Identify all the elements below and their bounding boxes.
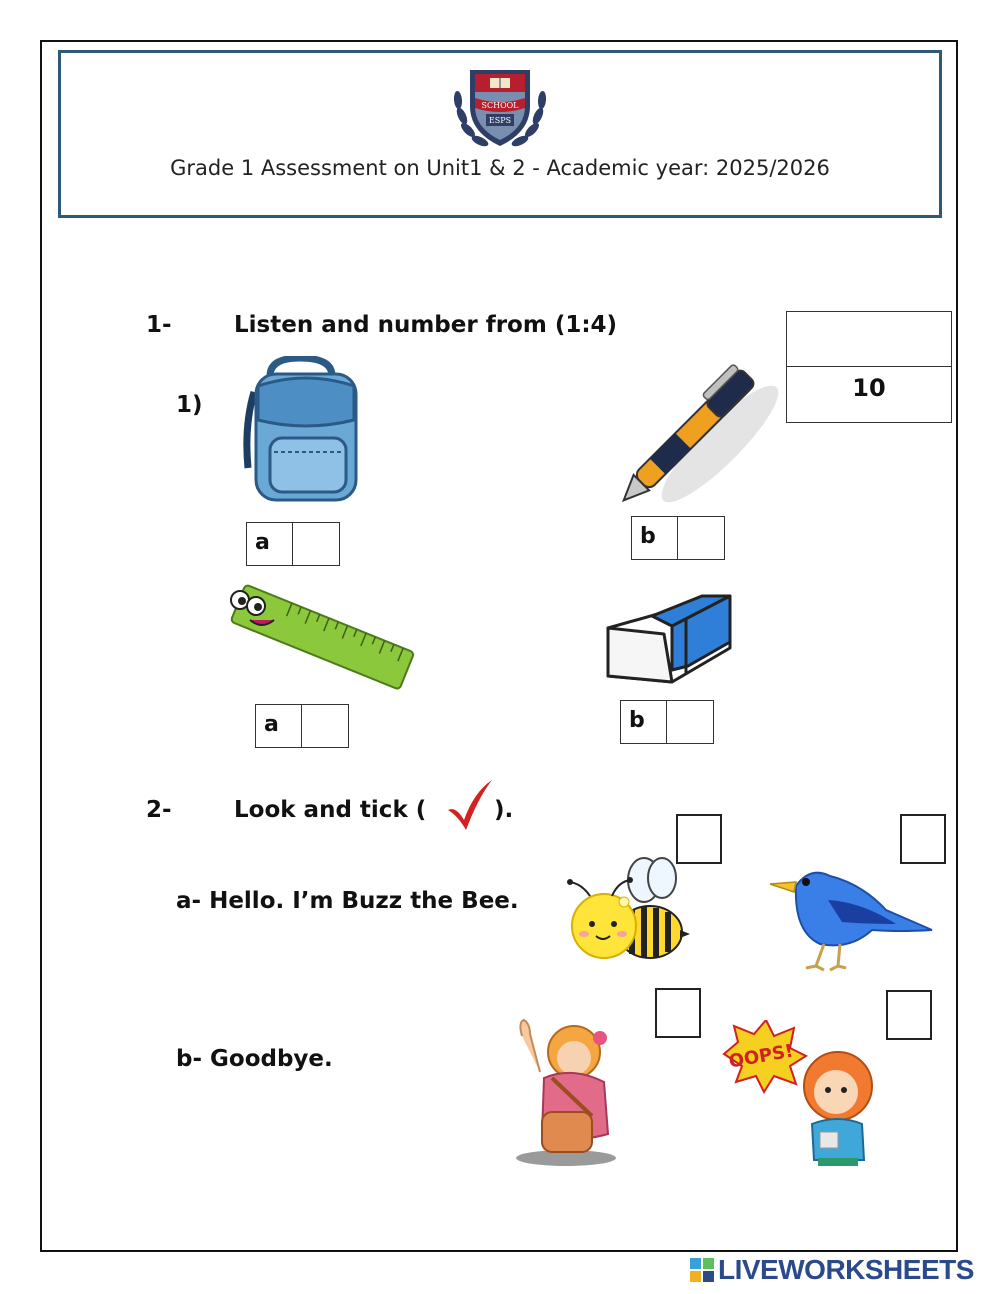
backpack-image: [240, 356, 366, 506]
question-1-number: 1-: [146, 312, 172, 338]
footer-brand: [690, 1254, 990, 1286]
example-number: 1): [176, 392, 203, 418]
answer-box-ruler: [255, 704, 349, 748]
answer-box-label: a: [247, 523, 293, 565]
logo-top-text: SCHOOL: [481, 101, 519, 110]
question-2-number: 2-: [146, 797, 172, 823]
bird-image: [766, 858, 936, 974]
sentence-b: b- Goodbye.: [176, 1046, 333, 1072]
question-2-instruction-end: ).: [494, 797, 514, 823]
school-logo: [450, 58, 550, 152]
sentence-a: a- Hello. I’m Buzz the Bee.: [176, 888, 519, 914]
number-input-eraser[interactable]: [667, 701, 713, 743]
pen-image: [620, 344, 790, 504]
oops-text: OOPS!: [727, 1040, 795, 1073]
answer-box-pen: [631, 516, 725, 560]
question-1-instruction: Listen and number from (1:4): [234, 312, 618, 338]
number-input-ruler[interactable]: [302, 705, 348, 747]
tick-box-bird[interactable]: [900, 814, 946, 864]
tick-box-girl-waving[interactable]: [655, 988, 701, 1038]
answer-box-backpack: [246, 522, 340, 566]
number-input-pen[interactable]: [678, 517, 724, 559]
page-title: Grade 1 Assessment on Unit1 & 2 - Academic year: 2025/2026: [170, 156, 830, 180]
ruler-image: [222, 580, 418, 690]
girl-oops-image: [720, 1020, 886, 1166]
tick-box-bee[interactable]: [676, 814, 722, 864]
answer-box-label: b: [621, 701, 667, 743]
check-mark-icon: [444, 776, 496, 832]
answer-box-label: b: [632, 517, 678, 559]
answer-box-label: a: [256, 705, 302, 747]
number-input-backpack[interactable]: [293, 523, 339, 565]
question-2-instruction-start: Look and tick (: [234, 797, 427, 823]
logo-bottom-text: ESPS: [488, 116, 512, 125]
tick-box-girl-oops[interactable]: [886, 990, 932, 1040]
score-divider: [786, 366, 952, 367]
eraser-image: [602, 578, 736, 688]
girl-waving-image: [508, 1016, 628, 1166]
answer-box-eraser: [620, 700, 714, 744]
liveworksheets-logo-icon: [690, 1258, 714, 1282]
footer-brand-text: LIVEWORKSHEETS: [718, 1254, 974, 1285]
bee-image: [562, 852, 690, 968]
score-total: 10: [852, 374, 886, 402]
